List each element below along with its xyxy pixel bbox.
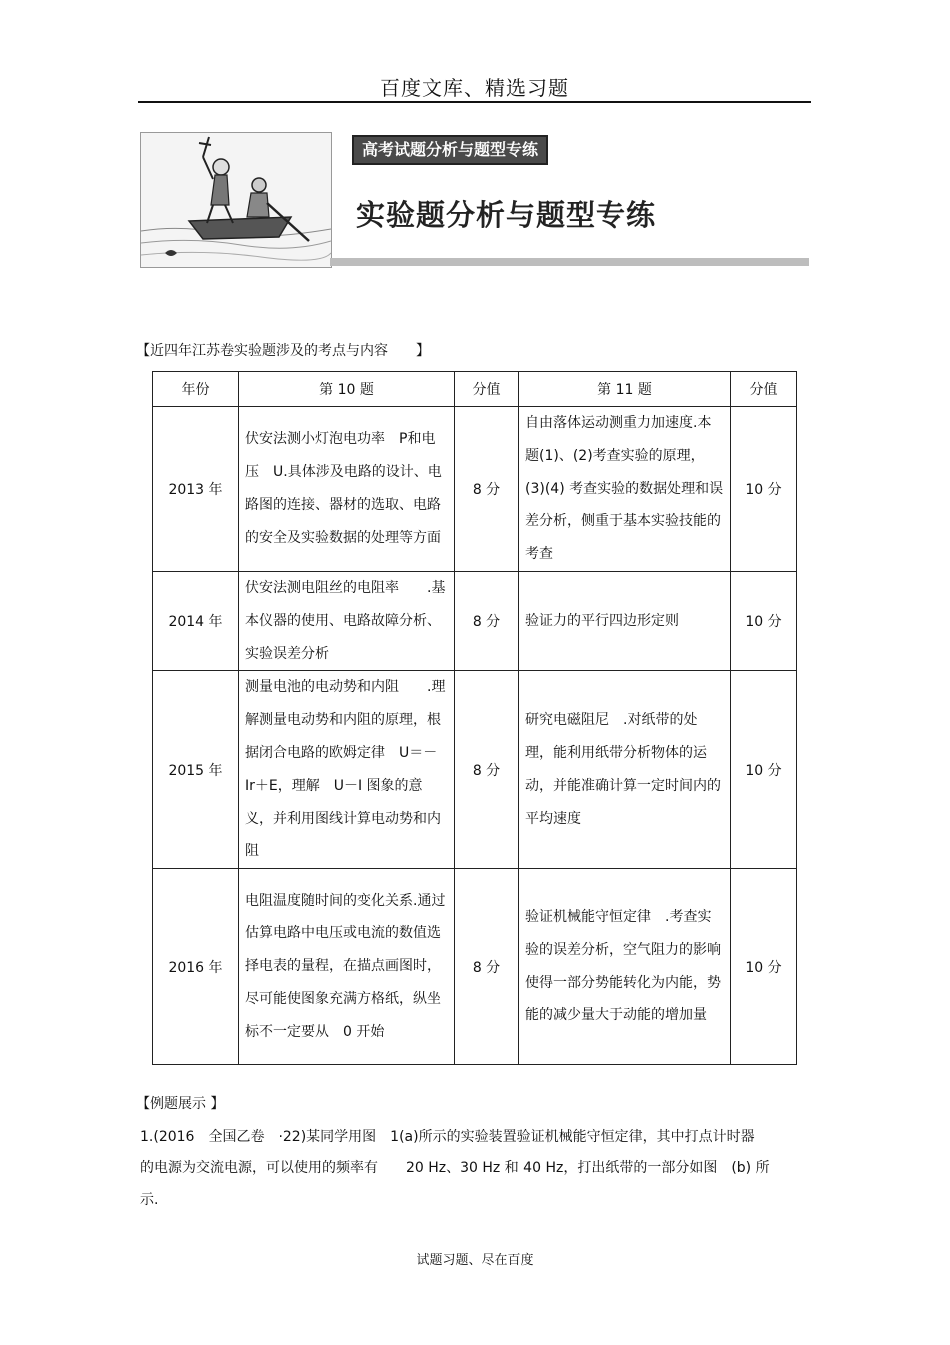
cell-q10: 电阻温度随时间的变化关系.通过估算电路中电压或电流的数值选择电表的量程，在描点画图时，尽可能使图象充满方格纸，纵坐标不一定要从 0 开始 xyxy=(239,869,455,1065)
cell-q11: 研究电磁阻尼 .对纸带的处理，能利用纸带分析物体的运动，并能准确计算一定时间内的平均速度 xyxy=(519,671,731,869)
cell-q11: 自由落体运动测重力加速度.本题(1)、(2)考查实验的原理， (3)(4) 考查实验的数据处理和误差分析，侧重于基本实验技能的考查 xyxy=(519,407,731,572)
header-divider xyxy=(138,101,811,103)
exam-topics-table xyxy=(152,371,797,1065)
cell-q10: 伏安法测小灯泡电功率 P和电压 U.具体涉及电路的设计、电路图的连接、器材的选取、电路的安全及实验数据的处理等方面 xyxy=(239,407,455,572)
header-q10: 第 10 题 xyxy=(239,372,455,407)
boat-illustration-icon xyxy=(141,133,331,267)
cell-score-11: 10 分 xyxy=(731,869,797,1065)
header-year: 年份 xyxy=(153,372,239,407)
cell-score-11: 10 分 xyxy=(731,407,797,572)
banner-illustration xyxy=(140,132,332,268)
section-label-exam-topics: 【近四年江苏卷实验题涉及的考点与内容 】 xyxy=(136,343,430,359)
table-row xyxy=(153,407,797,572)
cell-q10: 测量电池的电动势和内阻 .理解测量电动势和内阻的原理，根据闭合电路的欧姆定律 U＝－ Ir＋E，理解 U－I 图象的意义，并利用图线计算电动势和内阻 xyxy=(239,671,455,869)
header-score-11: 分值 xyxy=(731,372,797,407)
page-footer: 试题习题、尽在百度 xyxy=(416,1253,534,1268)
table-row xyxy=(153,671,797,869)
table-row xyxy=(153,869,797,1065)
cell-score-10: 8 分 xyxy=(455,671,519,869)
header-q11: 第 11 题 xyxy=(519,372,731,407)
cell-year: 2016 年 xyxy=(153,869,239,1065)
section-label-examples: 【例题展示 】 xyxy=(136,1096,225,1112)
table-header-row xyxy=(153,372,797,407)
cell-q10: 伏安法测电阻丝的电阻率 .基本仪器的使用、电路故障分析、实验误差分析 xyxy=(239,572,455,671)
cell-score-10: 8 分 xyxy=(455,869,519,1065)
header-score-10: 分值 xyxy=(455,372,519,407)
cell-q11: 验证力的平行四边形定则 xyxy=(519,572,731,671)
cell-score-10: 8 分 xyxy=(455,572,519,671)
cell-year: 2014 年 xyxy=(153,572,239,671)
example-line-1: 1.(2016 全国乙卷 ·22)某同学用图 1(a)所示的实验装置验证机械能守恒定律，其中打点计时器 xyxy=(140,1129,755,1145)
table-row xyxy=(153,572,797,671)
banner-tag: 高考试题分析与题型专练 xyxy=(352,135,548,165)
cell-q11: 验证机械能守恒定律 .考查实验的误差分析，空气阻力的影响使得一部分势能转化为内能，势能的减少量大于动能的增加量 xyxy=(519,869,731,1065)
cell-score-11: 10 分 xyxy=(731,572,797,671)
cell-score-11: 10 分 xyxy=(731,671,797,869)
example-line-2: 的电源为交流电源，可以使用的频率有 20 Hz、30 Hz 和 40 Hz，打出纸带的一部分如图 (b) 所 xyxy=(140,1160,770,1176)
cell-score-10: 8 分 xyxy=(455,407,519,572)
cell-year: 2013 年 xyxy=(153,407,239,572)
page-header-title: 百度文库、精选习题 xyxy=(380,76,569,100)
banner-underline-bar xyxy=(330,258,809,266)
example-line-3: 示. xyxy=(140,1192,159,1208)
cell-year: 2015 年 xyxy=(153,671,239,869)
banner-title: 实验题分析与题型专练 xyxy=(356,198,657,232)
